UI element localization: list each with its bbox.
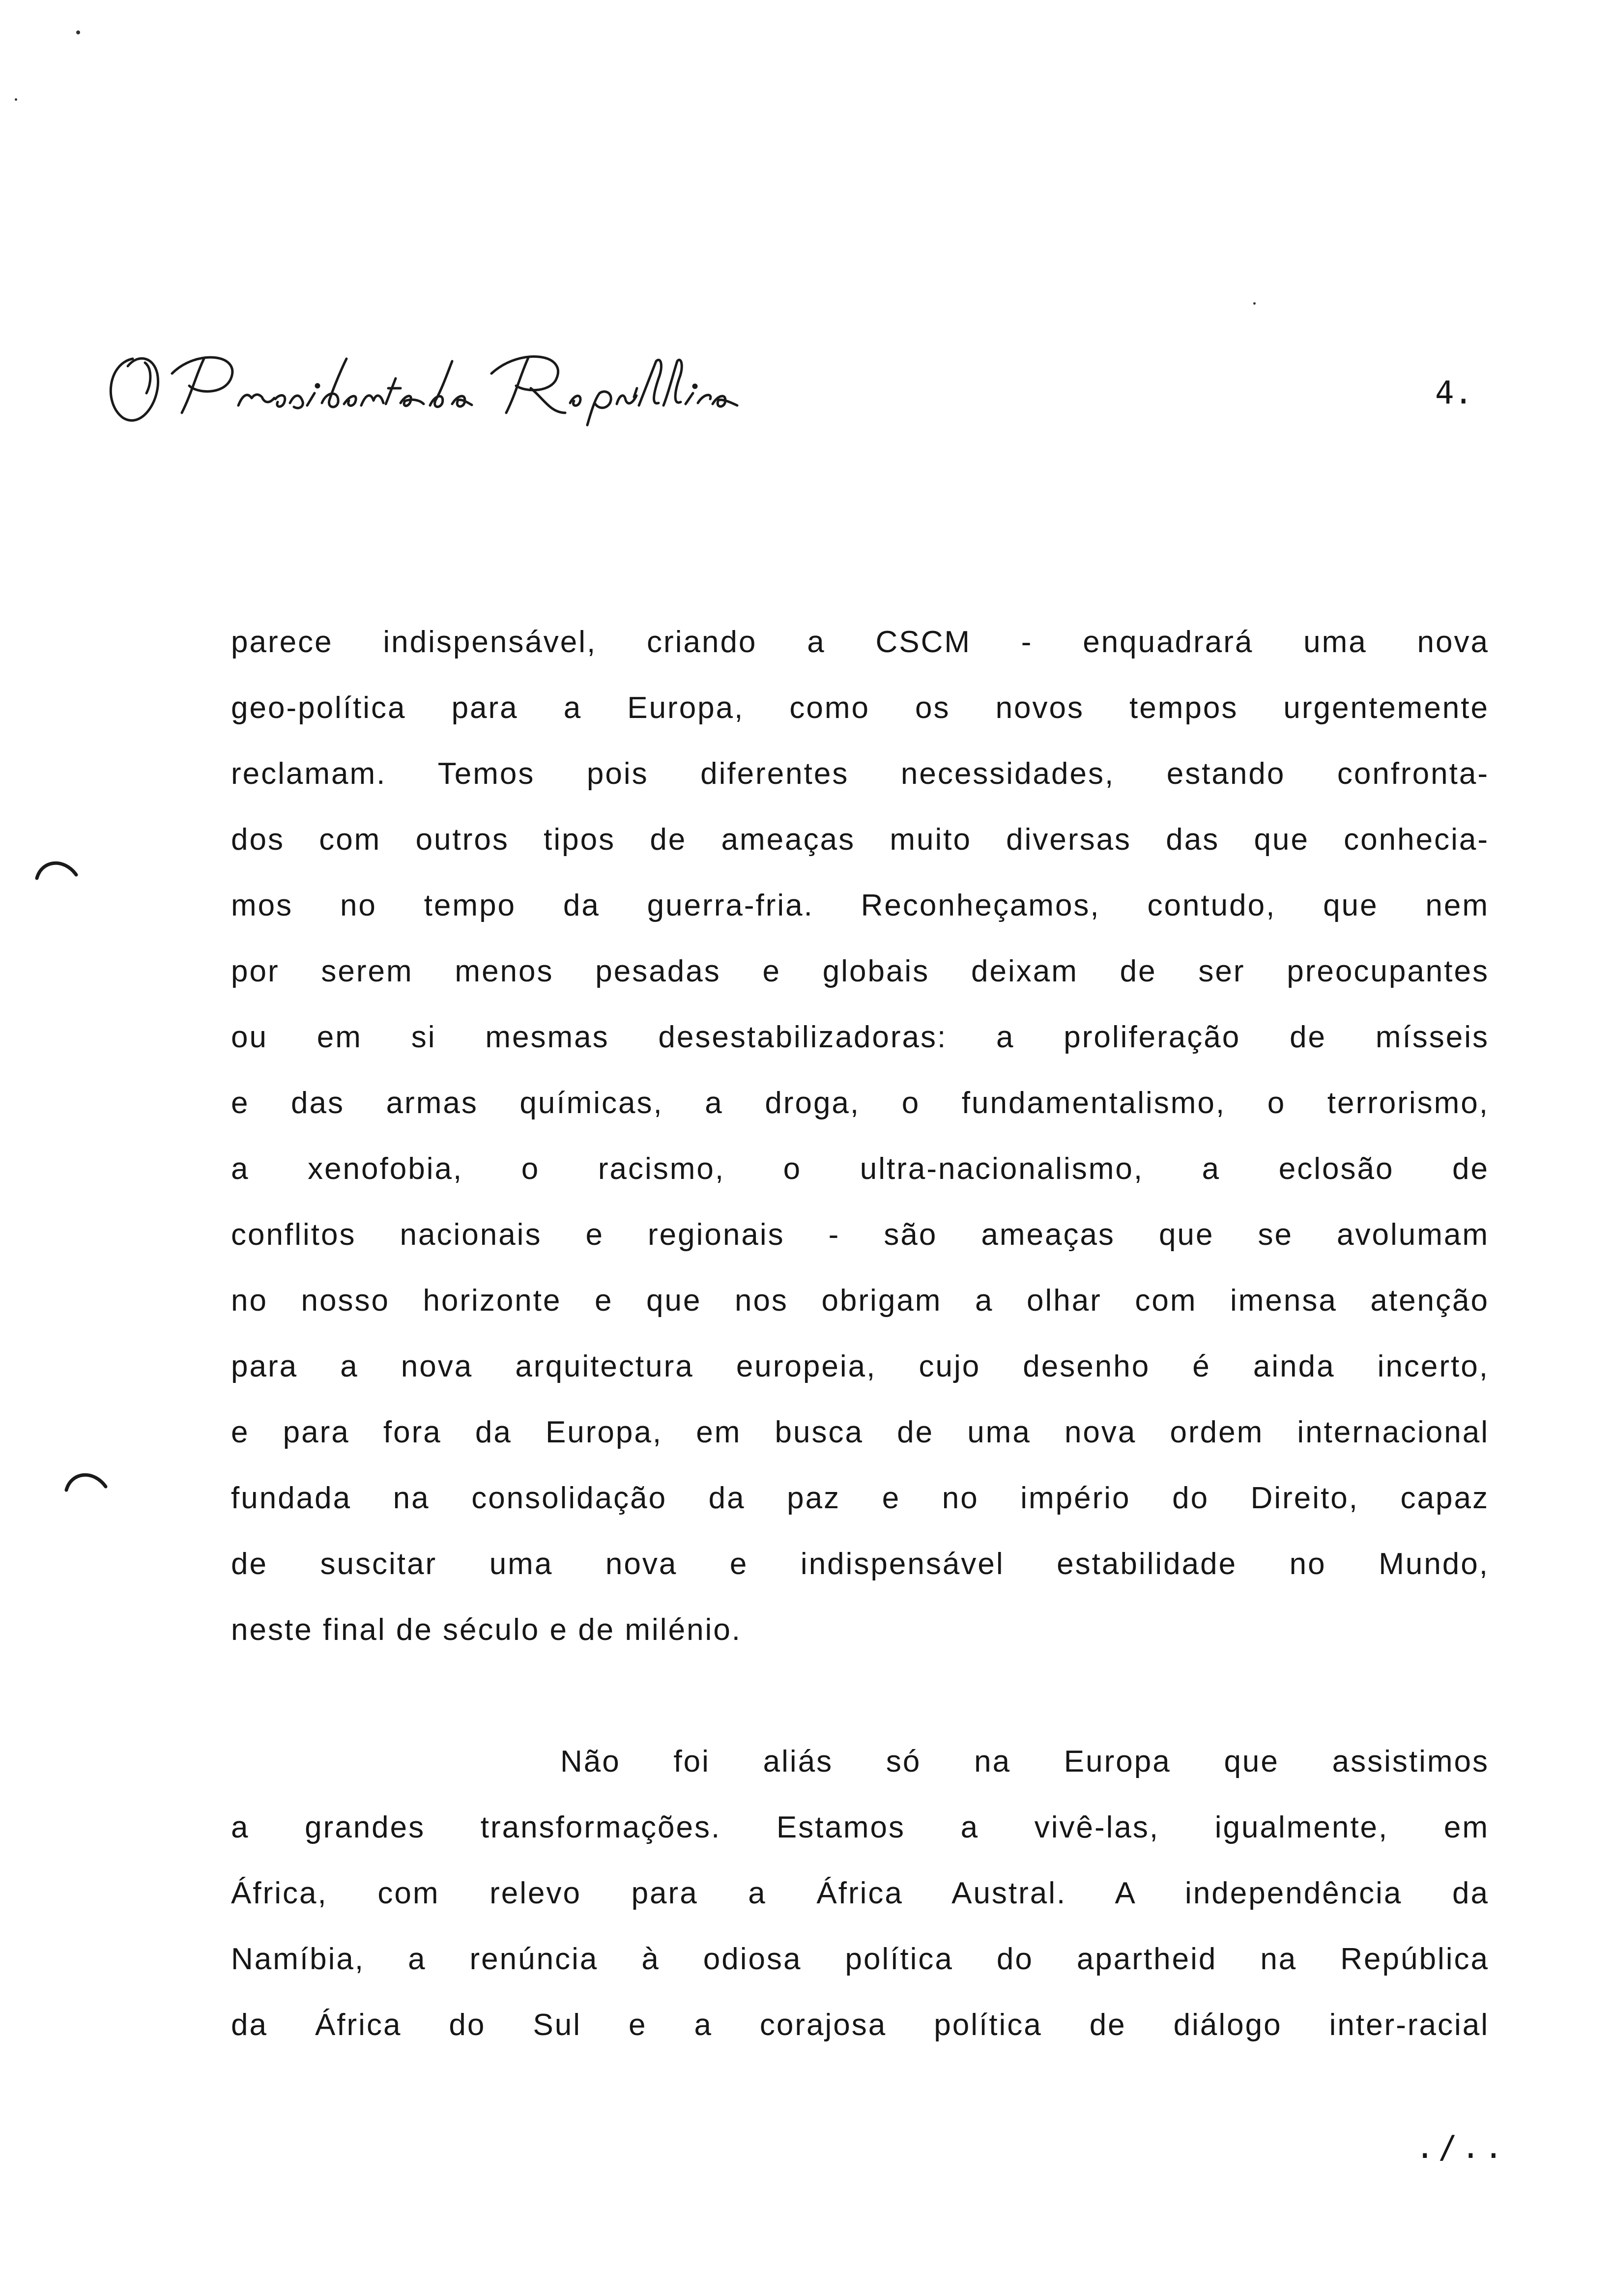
text-line: dos com outros tipos de ameaças muito diversas das que conhecia- xyxy=(231,823,1489,857)
text-line: por serem menos pesadas e globais deixam de ser preocupantes xyxy=(231,954,1489,988)
paragraph-2 xyxy=(231,1729,1489,2058)
scan-speck xyxy=(1253,302,1256,305)
text-line: e para fora da Europa, em busca de uma nova ordem internacional xyxy=(231,1415,1489,1449)
text-line: da África do Sul e a corajosa política de diálogo inter-racial xyxy=(231,2008,1489,2042)
text-line: para a nova arquitectura europeia, cujo desenho é ainda incerto, xyxy=(231,1349,1489,1383)
continuation-mark: ./.. xyxy=(1415,2129,1507,2166)
text-line: mos no tempo da guerra-fria. Reconheçamos, contudo, que nem xyxy=(231,889,1489,922)
text-line: e das armas químicas, a droga, o fundamentalismo, o terrorismo, xyxy=(231,1086,1489,1120)
text-line: parece indispensável, criando a CSCM - enquadrará uma nova xyxy=(231,625,1489,659)
paragraph-1 xyxy=(231,609,1489,1663)
text-line: Namíbia, a renúncia à odiosa política do apartheid na República xyxy=(231,1942,1489,1976)
letterhead-signature-graphic xyxy=(98,339,767,437)
scan-speck xyxy=(15,98,17,101)
body-text xyxy=(231,609,1489,2058)
punch-hole-mark xyxy=(34,858,79,882)
text-line: a xenofobia, o racismo, o ultra-nacionalismo, a eclosão de xyxy=(231,1152,1489,1186)
text-line: conflitos nacionais e regionais - são ameaças que se avolumam xyxy=(231,1218,1489,1252)
text-line: reclamam. Temos pois diferentes necessidades, estando confronta- xyxy=(231,757,1489,791)
letterhead-script xyxy=(98,339,767,437)
scan-speck xyxy=(76,30,80,34)
paragraph-spacer xyxy=(231,1663,1489,1729)
text-line: a grandes transformações. Estamos a vivê-las, igualmente, em xyxy=(231,1810,1489,1844)
text-line: ou em si mesmas desestabilizadoras: a proliferação de mísseis xyxy=(231,1020,1489,1054)
text-line: África, com relevo para a África Austral. A independência da xyxy=(231,1876,1489,1910)
text-line: neste final de século e de milénio. xyxy=(231,1613,742,1647)
text-line: no nosso horizonte e que nos obrigam a olhar com imensa atenção xyxy=(231,1284,1489,1318)
text-line: de suscitar uma nova e indispensável estabilidade no Mundo, xyxy=(231,1547,1489,1581)
text-line: Não foi aliás só na Europa que assistimos xyxy=(560,1745,1489,1779)
punch-hole-mark xyxy=(64,1469,108,1494)
text-line: geo-política para a Europa, como os novos tempos urgentemente xyxy=(231,691,1489,725)
text-line: fundada na consolidação da paz e no império do Direito, capaz xyxy=(231,1481,1489,1515)
page-number: 4. xyxy=(1435,375,1473,411)
